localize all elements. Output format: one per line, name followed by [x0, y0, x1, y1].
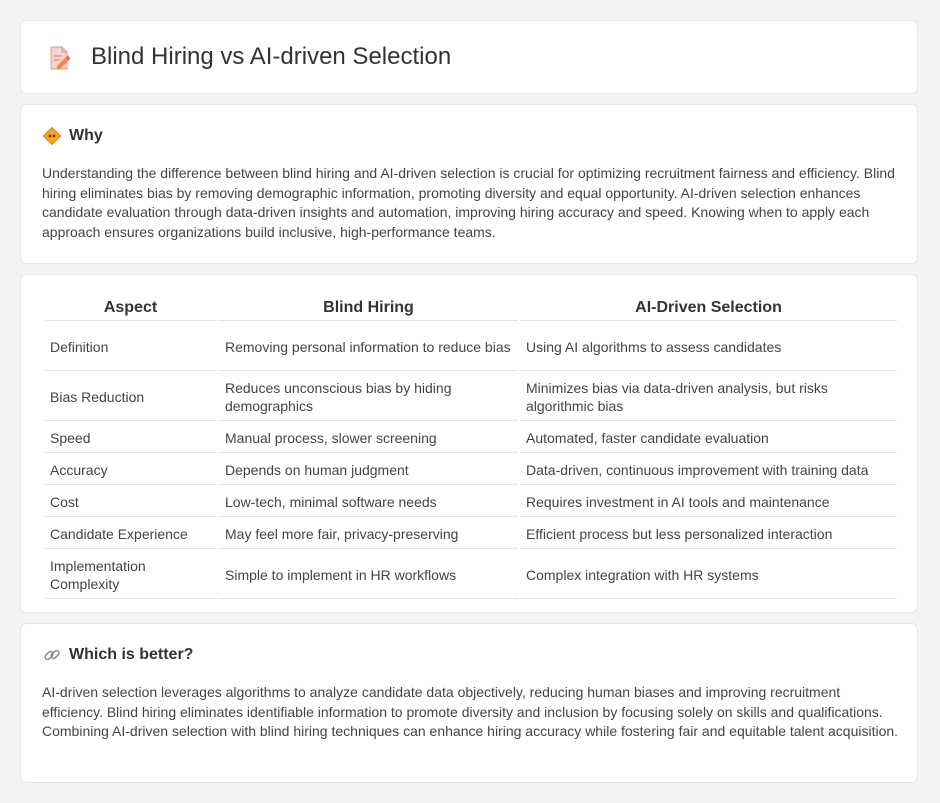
title-card [20, 20, 918, 94]
aspect-cell: Candidate Experience [44, 519, 217, 549]
ai-selection-cell: Requires investment in AI tools and maintenance [520, 487, 897, 517]
ai-selection-cell: Using AI algorithms to assess candidates [520, 323, 897, 371]
ai-selection-cell: Complex integration with HR systems [520, 551, 897, 599]
column-header-ai-driven-selection: AI-Driven Selection [520, 296, 897, 321]
pencil-document-icon [47, 45, 71, 71]
aspect-cell: Bias Reduction [44, 373, 217, 421]
which-is-better-heading: Which is better? [69, 646, 194, 663]
blind-hiring-cell: Manual process, slower screening [219, 423, 518, 453]
diamond-sign-icon [43, 127, 61, 145]
table-row [44, 519, 897, 549]
table-row [44, 323, 897, 371]
comparison-card [20, 274, 918, 613]
ai-selection-cell: Automated, faster candidate evaluation [520, 423, 897, 453]
aspect-cell: Definition [44, 323, 217, 371]
aspect-cell: Speed [44, 423, 217, 453]
ai-selection-cell: Minimizes bias via data-driven analysis, but risks algorithmic bias [520, 373, 897, 421]
page-title: Blind Hiring vs AI-driven Selection [91, 43, 452, 70]
ai-selection-cell: Data-driven, continuous improvement with training data [520, 455, 897, 485]
aspect-cell: Implementation Complexity [44, 551, 217, 599]
which-is-better-text: AI-driven selection leverages algorithms to analyze candidate data objectively, reducing human biases and improving recruitment efficiency. Blind hiring eliminates identifiable information to promote diversity and inclusion by focusing solely on skills and qualifications. Combining AI-driven selection with blind hiring techniques can enhance hiring accuracy while fostering fair and equitable talent acquisition. [42, 684, 899, 739]
aspect-cell: Cost [44, 487, 217, 517]
why-heading: Why [69, 127, 103, 144]
column-header-aspect: Aspect [44, 296, 217, 321]
blind-hiring-cell: Removing personal information to reduce bias [219, 323, 518, 371]
blind-hiring-cell: Reduces unconscious bias by hiding demographics [219, 373, 518, 421]
table-header-row [44, 296, 897, 321]
blind-hiring-cell: Low-tech, minimal software needs [219, 487, 518, 517]
table-row [44, 487, 897, 517]
ai-selection-cell: Efficient process but less personalized interaction [520, 519, 897, 549]
aspect-cell: Accuracy [44, 455, 217, 485]
why-card [20, 104, 918, 264]
column-header-blind-hiring: Blind Hiring [219, 296, 518, 321]
comparison-table [42, 294, 899, 601]
table-row [44, 455, 897, 485]
table-row [44, 373, 897, 421]
table-row [44, 551, 897, 599]
why-text: Understanding the difference between blind hiring and AI-driven selection is crucial for optimizing recruitment fairness and efficiency. Blind hiring eliminates bias by removing demographic information, promoting diversity and equal opportunity. AI-driven selection enhances candidate evaluation through data-driven insights and automation, improving hiring accuracy and speed. Knowing when to apply each approach ensures organizations build inclusive, high-performance teams. [42, 165, 895, 240]
blind-hiring-cell: May feel more fair, privacy-preserving [219, 519, 518, 549]
table-row [44, 423, 897, 453]
blind-hiring-cell: Depends on human judgment [219, 455, 518, 485]
which-is-better-card [20, 623, 918, 783]
blind-hiring-cell: Simple to implement in HR workflows [219, 551, 518, 599]
link-icon [43, 646, 61, 664]
